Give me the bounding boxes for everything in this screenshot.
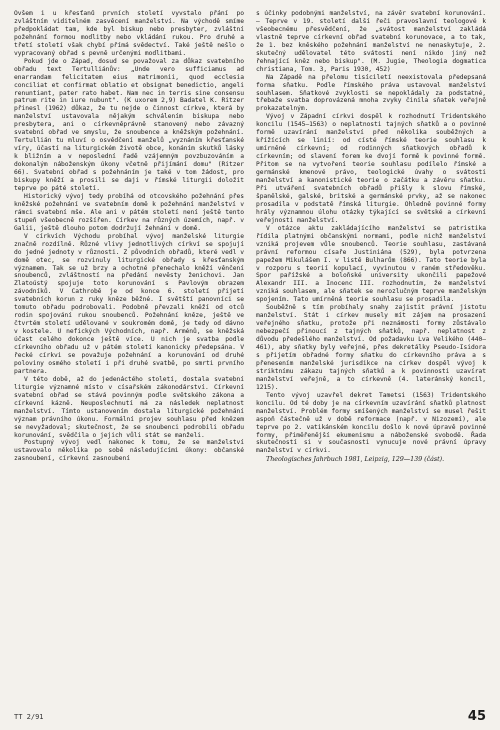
paragraph: V církvích Východu probíhal vývoj manželské liturgie značně rozdílně. Různé vlivy jednotlivých církví se spojují do jedné jednoty v různosti. Z původních obřadů, které vedl v domě otec, se rozvinuly liturgické obřady s křesťanským významem. Tak se už brzy a ochotné přenechalo kněží věnčení snoubenců, zvláštností na předání nevěsty ženichovi. Jan Zlatoústý spojuje toto korunování s Pavlovým obrazem závodníků. V Cathrobě je od konce 6. století přijetí svatebních korun z ruky kněze běžné. I světští panovníci se tomuto obřadu podrobovali. Podobně převzali kněží od otců rodin spojování rukou snoubenců. Požehnání kněze, ještě ve čtvrtém století udělované v soukromém domě, je tedy od dávno v kostele. U nefických Východních, např. Arménů, se kněžská účast celého dokonce ještě více. U nich je svatba podle církevního obřadu už v pátém století kanonicky předepsána. V řecké církvi se považuje požehnání a korunování od druhé poloviny osmého století i při druhé svatbě, po smrti prvního partnera. xyxy=(14,232,244,375)
paragraph: Historický vývoj tedy probíhá od otcovského požehnání přes kněžské požehnání ve svatebním domě k požehnání manželství v rámci svatební mše. Ale ani v pátém století není ještě tento stupeň všeobecně rozšířen. Církev na různých územích, např. v Galii, ještě dlouho potom dodržují žehnání v domě. xyxy=(14,192,244,232)
source-citation: Theologisches Jahrbuch 1981, Leipzig, 129—139 (část). xyxy=(266,455,445,464)
paragraph: V otázce aktu zakládajícího manželství se patristika řídila platnými občanskými normami, podle nichž manželství vzniká projevem vůle snoubenců. Teorie souhlasu, zastávaná právní reformou císaře Justiniána (529), byla potvrzena papežem Mikulášem I. v listě Bulharům (866). Tato teorie byla v rozporu s teorií kopulací, vyvinutou v raném středověku. Spor pařížské a boloňské university ukončili papežové Alexandr III. a Inocenc III. rozhodnutím, že manželství vzniká souhlasem, ale sňatek se nerozlučným teprve manželským spojením. Tato umírněná teorie souhlasu se prosadila. xyxy=(256,224,486,304)
paragraph: Ovšem i u křesťanů prvních století vyvstalo přání po zvláštním viditelném zasvěcení manželství. Na východě smíme předpokládat tam, kde byl biskup nebo presbyter, zvláštní požehnání formou modlitby nebo vkládání rukou. Pro druhé a třetí století však chybí přímá svědectví. Také ještě nešlo o vypracovaný obřad s pevně určenými modlitbami. xyxy=(14,10,244,57)
paragraph: Vývoj v Západní církvi dospěl k rozhodnutí Tridentského koncilu (1545–1563) o neplatnosti tajných sňatků a o povinné formě uzavírání manželství před několika souběžných a křížících se linií: od císté římské teorie souhlasu k umírněné církevní; od rodinných sňatkových obřadů k církevním; od slavení forem ke dvojí formě k povinné formě. Přitom se na vytvoření teorie souhlasu podílelo římské a germánské kmenové právo, teologické úvahy o svátosti manželství a kanonistické teorie o začátku a závěru sňatku. Při utváření svatebních obřadů přišly k slovu římské, španělské, galské, britské a germánské prvky, až se nakonec prosadila v podstatě římská liturgie. Ohledně povinné formy hrály významnou úlohu otázky týkající se světské a církevní veřejnosti manželství. xyxy=(256,113,486,224)
paragraph: s účinky podobnými manželství, na závěr svatební korunování. — Teprve v 19. století další řeči pravoslavní teologové k všeobecnému přesvědčení, že „svátost manželství zakládá vlastně teprve církevní obřad svatební korunovace, a to tak, že 1. bez kněského požehnání manželství ne nenaskytuje, 2. skutečný udělovatel této svátosti není nikdo jiný než řehnající kněz nebo biskup". (M. Jugie, Theologia dogmatica christiana, Tom. 3, Paris 1930, 452) xyxy=(256,10,486,73)
page-number: 45 xyxy=(467,709,486,724)
paragraph: Na Západě na přelomu tisíciletí neexistovala předepsaná forma sňatku. Podle římského práva ustavoval manželství souhlasem. Sňatkové zvyklosti se nepokládaly za podstatné, třebaže svatba doprovázená mnoha zvyky činila sňatek veřejně prokazatelným. xyxy=(256,73,486,113)
paragraph: Pokud jde o Západ, dosud se považoval za důkaz svatebního obřadu text Tertulliánův: „Unde vero sufficiamus ad enarrandam felicitatem eius matrimonii, quod ecclesia conciliat et confirmat oblatio et obsignat benedictio, angeli renuntiant, pater rato habet. Nam nec in terris sine consensu patrum rite in iure nubunt". (K uxorem 2,9) Badatel K. Ritzer přinesl (1962) důkaz, že tu nejde o činnost církve, která by manželství ustavovala nějakým schválením biskupa nebo presbytera, ani o církevněprávně stanovený nebo závazný svatební obřad ve smyslu, že snoubence a kněžským požehnání. Tertullián tu mluví o osvědčení manželů „vyznáním křesťanské víry, účastí na liturgickém životě obce, konáním skutků lásky k bližním a v neposlední řadě vzájemným povzbuzováním a dokonalým náboženským úkony včetně přijímání domu" (Ritzer 66). Svatební obřad s požehnáním je také v tom žádost, pro biskupy kněží a prosili se daji v římské liturgii doložit teprve po páté století. xyxy=(14,57,244,192)
paragraph: Souběžně s tím probíhaly snahy zajistit právní jistotu manželství. Stát i církev musely mít zájem na prosazení veřejného sňatku, protože při neznámosti formy zůstávalo nebezpečí přinoucí z tajných sňatků, např. neplatnost z důvodu předešlého manželství. Od požadavku Lva Velikého (440—461), aby sňatky byly veřejné, přes dekretálky Pseudo-Isidora s přijetím obřadné formy sňatku do církevního práva a s přenesením manželské jurisdikce na církev dospěl vývoj k striktnímu zákazu tajných sňatků a k povinnosti uzavírat manželství veřejně, a to církevně (4. lateránský koncil, 1215). xyxy=(256,304,486,391)
paragraph: V této době, až do jedenáctého století, dostala svatební liturgie významné místo v císařském zákonodárství. Církevní svatební obřad se stává povinným podle světského zákona a církevní kázně. Neuposlechnutí má za následek neplatnost manželství. Tímto ustanovením dostala liturgické požehnání význam právního úkonu. Formální projev souhlasu před knězem se nevyžadoval; skutečnost, že se snoubenci podrobili obřadu korunování, svědčila o jejich vůli stát se manželi. xyxy=(14,375,244,439)
text-column-left xyxy=(14,10,244,710)
issue-label: TT 2/91 xyxy=(14,713,44,721)
article-page xyxy=(14,10,486,710)
paragraph: Postupný vývoj vedl nakonec k tomu, že se manželství ustavovalo několika po sobě následujícími úkony: občanské zasnoubení, církevní zasnoubení xyxy=(14,439,244,463)
paragraph: Tento vývoj uzavřel dekret Tametsi (1563) Tridentského koncilu. Od té doby je na církevním uzavírání sňatků platnost manželství. Problém formy smíšených manželství se musel řešit aspoň částečně už v době reformace (např. v Nizozemí), ale teprve po 2. vatikánském koncilu došlo k nové úpravě povinné formy, přiměřenější ekumenismu a náboženské svobodě. Řada skutečností si v současnosti vynucuje nové právní úpravy manželství v církvi. xyxy=(256,391,486,455)
text-column-right xyxy=(256,10,486,710)
